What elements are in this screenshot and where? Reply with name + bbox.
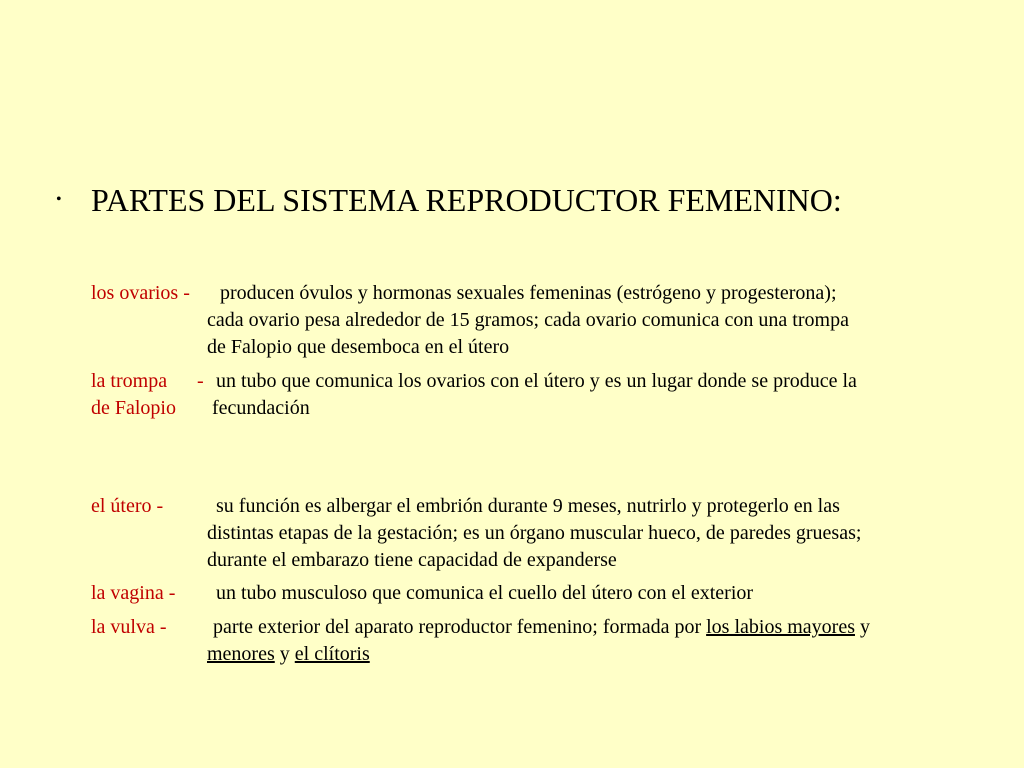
term-falopio: de Falopio xyxy=(91,397,176,419)
term-vulva: la vulva - xyxy=(91,616,167,638)
slide-title: PARTES DEL SISTEMA REPRODUCTOR FEMENINO: xyxy=(91,182,842,218)
vulva-text: parte exterior del aparato reproductor femenino; formada por xyxy=(213,616,702,638)
definition-utero-line-3: durante el embarazo tiene capacidad de expanderse xyxy=(207,549,617,571)
bullet-point: • xyxy=(56,191,62,208)
definition-vagina-line-1: un tubo musculoso que comunica el cuello del útero con el exterior xyxy=(216,582,754,604)
definition-vulva-line-2 xyxy=(207,641,370,668)
definition-ovarios-line-2: cada ovario pesa alrededor de 15 gramos; cada ovario comunica con una trompa xyxy=(207,309,849,331)
definition-ovarios-line-1: producen óvulos y hormonas sexuales femeninas (estrógeno y progesterona); xyxy=(220,282,837,304)
term-trompa: la trompa xyxy=(91,370,168,392)
definition-utero-line-1: su función es albergar el embrión durante 9 meses, nutrirlo y protegerlo en las xyxy=(216,495,840,517)
vulva-conjunction: y xyxy=(859,616,870,638)
definition-vulva-line-1 xyxy=(213,614,870,641)
definition-trompa-line-1: un tubo que comunica los ovarios con el útero y es un lugar donde se produce la xyxy=(216,370,857,392)
term-utero: el útero - xyxy=(91,495,164,517)
definition-utero-line-2: distintas etapas de la gestación; es un órgano muscular hueco, de paredes gruesas; xyxy=(207,522,862,544)
definition-ovarios-line-3: de Falopio que desemboca en el útero xyxy=(207,336,510,358)
link-clitoris[interactable]: el clítoris xyxy=(294,643,370,665)
term-vagina: la vagina - xyxy=(91,582,176,604)
link-menores[interactable]: menores xyxy=(207,643,275,665)
vulva-conjunction-2: y xyxy=(279,643,290,665)
definition-trompa-line-2: fecundación xyxy=(212,397,310,419)
term-ovarios: los ovarios - xyxy=(91,282,190,304)
link-labios-mayores[interactable]: los labios mayores xyxy=(706,616,855,638)
term-trompa-dash: - xyxy=(197,370,204,392)
